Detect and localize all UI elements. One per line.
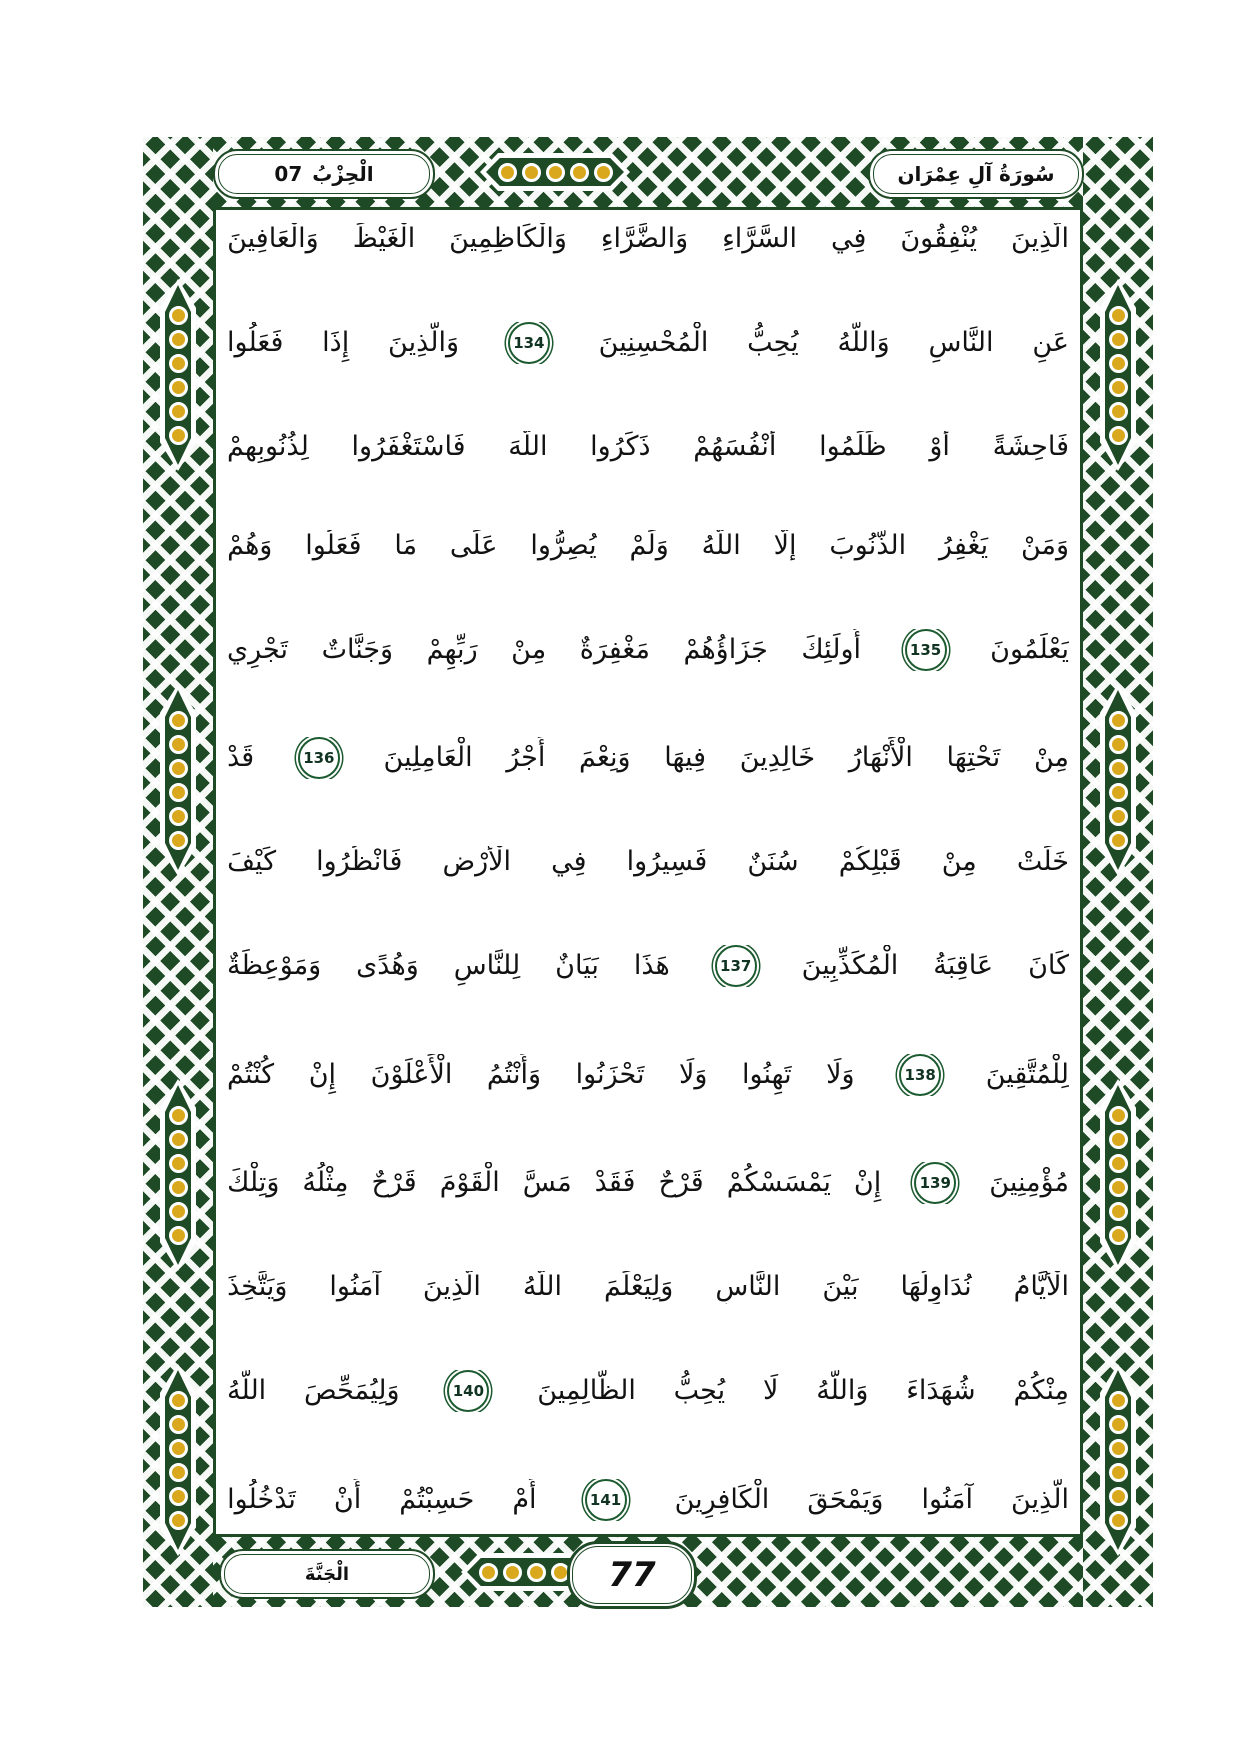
ayah-number-marker: 140 bbox=[447, 1370, 489, 1412]
quran-word: يُحِبُّ bbox=[673, 1374, 726, 1406]
gold-dot-icon bbox=[169, 1511, 188, 1530]
surah-title-cartouche bbox=[868, 149, 1084, 199]
quran-word: اللَّهُ bbox=[227, 1374, 267, 1406]
quran-word: الْكَافِرِينَ bbox=[674, 1483, 770, 1515]
gold-dot-icon bbox=[1109, 1154, 1128, 1173]
gold-dot-icon bbox=[169, 1415, 188, 1434]
gold-dot-icon bbox=[1109, 1178, 1128, 1197]
quran-word: فَقَدْ bbox=[594, 1167, 636, 1199]
hizb-label: الْحِزْبُ bbox=[312, 162, 374, 186]
quran-word: وَهُدًى bbox=[356, 949, 419, 981]
gold-dot-icon bbox=[1109, 1106, 1128, 1125]
quran-line bbox=[227, 945, 1069, 987]
hizb-number: 07 bbox=[274, 162, 303, 186]
quran-word: تَدْخُلُوا bbox=[227, 1483, 296, 1515]
quran-word: وَيَمْحَقَ bbox=[807, 1483, 884, 1515]
quran-word: وَالضَّرَّاءِ bbox=[600, 223, 689, 254]
gold-dot-icon bbox=[169, 783, 188, 802]
quran-word: الْأَعْلَوْنَ bbox=[370, 1058, 453, 1090]
quran-word: وَلَا bbox=[679, 1058, 708, 1090]
quran-word: كَيْفَ bbox=[227, 846, 277, 878]
quran-word: وَيَتَّخِذَ bbox=[227, 1271, 288, 1303]
quran-line bbox=[227, 629, 1069, 671]
quran-word: خَالِدِينَ bbox=[739, 742, 816, 774]
quran-word: أَجْرُ bbox=[506, 742, 546, 774]
gold-dot-icon bbox=[1109, 354, 1128, 373]
quran-word: فَانْظُرُوا bbox=[316, 846, 403, 878]
gold-dot-icon bbox=[1109, 831, 1128, 850]
gold-dot-icon bbox=[169, 1391, 188, 1410]
gold-dot-icon bbox=[1109, 1130, 1128, 1149]
quran-word: مُؤْمِنِينَ bbox=[989, 1167, 1069, 1199]
gold-dot-icon bbox=[169, 807, 188, 826]
gold-dot-icon bbox=[479, 1563, 498, 1582]
quran-word: وَالْعَافِينَ bbox=[227, 223, 319, 254]
gold-dot-icon bbox=[169, 402, 188, 421]
gold-dot-icon bbox=[169, 378, 188, 397]
gold-dot-icon bbox=[169, 711, 188, 730]
ayah-number-marker: 135 bbox=[905, 629, 947, 671]
gold-dot-icon bbox=[169, 330, 188, 349]
ayah-number-marker: 134 bbox=[508, 322, 550, 364]
quran-word: يَغْفِرُ bbox=[938, 529, 989, 561]
gold-dot-icon bbox=[1109, 1487, 1128, 1506]
quran-word: وَالْكَاظِمِينَ bbox=[449, 223, 567, 254]
quran-word: النَّاسِ bbox=[928, 326, 994, 358]
gold-dot-icon bbox=[1109, 735, 1128, 754]
gold-dots-medallion-icon bbox=[1100, 1079, 1136, 1271]
quran-word: وَلَمْ bbox=[629, 529, 669, 561]
quran-word: إِلَّا bbox=[773, 529, 797, 561]
catchword: الْجَنَّةَ bbox=[304, 1563, 350, 1585]
quran-line bbox=[227, 846, 1069, 878]
quran-word: فَعَلُوا bbox=[305, 529, 362, 561]
gold-dot-icon bbox=[570, 163, 589, 182]
quran-word: أَنْفُسَهُمْ bbox=[693, 430, 777, 462]
quran-word: وَمَنْ bbox=[1020, 529, 1069, 561]
quran-word: مَسَّ bbox=[522, 1167, 572, 1199]
quran-word: وَجَنَّاتٌ bbox=[321, 633, 394, 665]
quran-word: يَعْلَمُونَ bbox=[990, 633, 1069, 665]
gold-dot-icon bbox=[169, 759, 188, 778]
quran-word: الظَّالِمِينَ bbox=[537, 1374, 636, 1406]
quran-word: النَّاسِ bbox=[715, 1271, 781, 1303]
gold-dot-icon bbox=[498, 163, 517, 182]
quran-word: الْأَنْهَارُ bbox=[848, 742, 913, 774]
quran-word: وَلَا bbox=[826, 1058, 855, 1090]
gold-dot-icon bbox=[1109, 807, 1128, 826]
quran-word: مِنْ bbox=[1033, 742, 1069, 774]
ayah-number-marker: 139 bbox=[914, 1162, 956, 1204]
catchword-cartouche bbox=[219, 1549, 435, 1599]
quran-word: وَلِيُمَحِّصَ bbox=[304, 1374, 400, 1406]
quran-word: فَاسْتَغْفَرُوا bbox=[351, 430, 466, 462]
quran-word: تَحْزَنُوا bbox=[575, 1058, 645, 1090]
gold-dot-icon bbox=[546, 163, 565, 182]
quran-word: قَرْحٌ bbox=[371, 1167, 417, 1199]
quran-word: وَاللَّهُ bbox=[816, 1374, 869, 1406]
gold-dot-icon bbox=[169, 306, 188, 325]
quran-word: قَدْ bbox=[227, 742, 255, 774]
quran-word: إِنْ bbox=[853, 1167, 882, 1199]
ayah-number-marker: 137 bbox=[715, 945, 757, 987]
quran-word: شُهَدَاءَ bbox=[906, 1374, 976, 1406]
ayah-number-marker: 138 bbox=[899, 1054, 941, 1096]
gold-dot-icon bbox=[169, 1463, 188, 1482]
mushaf-page-frame bbox=[143, 137, 1153, 1607]
quran-word: عَاقِبَةُ bbox=[933, 949, 994, 981]
quran-word: وَأَنْتُمُ bbox=[486, 1058, 542, 1090]
quran-word: فَسِيرُوا bbox=[626, 846, 708, 878]
gold-dots-medallion-icon bbox=[160, 1364, 196, 1556]
gold-dot-icon bbox=[594, 163, 613, 182]
gold-dot-icon bbox=[169, 831, 188, 850]
quran-word: تَجْرِي bbox=[227, 633, 289, 665]
gold-dot-icon bbox=[169, 735, 188, 754]
quran-word: هَذَا bbox=[633, 949, 670, 981]
quran-word: وَلِيَعْلَمَ bbox=[603, 1271, 674, 1303]
quran-line bbox=[227, 1479, 1069, 1521]
quran-word: آمَنُوا bbox=[921, 1483, 974, 1515]
quran-word: يُنْفِقُونَ bbox=[900, 223, 978, 254]
quran-word: الْقَوْمَ bbox=[439, 1167, 500, 1199]
quran-word: مَا bbox=[394, 529, 418, 561]
quran-word: اللَّهُ bbox=[522, 1271, 563, 1303]
quran-word: مِثْلُهُ bbox=[302, 1167, 349, 1199]
quran-line bbox=[227, 530, 1069, 562]
gold-dots-medallion-icon bbox=[160, 279, 196, 471]
quran-word: الْغَيْظَ bbox=[352, 223, 416, 254]
quran-word: كَانَ bbox=[1028, 949, 1069, 981]
gold-dot-icon bbox=[169, 1178, 188, 1197]
quran-line bbox=[227, 431, 1069, 463]
quran-word: الْعَامِلِينَ bbox=[383, 742, 473, 774]
quran-word: وَمَوْعِظَةٌ bbox=[227, 949, 322, 981]
quran-word: رَبِّهِمْ bbox=[426, 633, 478, 665]
quran-word: الَّذِينَ bbox=[1011, 1483, 1069, 1515]
ayah-number-marker: 136 bbox=[298, 737, 340, 779]
quran-word: مِنْ bbox=[511, 633, 547, 665]
gold-dot-icon bbox=[1109, 426, 1128, 445]
quran-word: وَنِعْمَ bbox=[579, 742, 631, 774]
quran-text-area bbox=[227, 223, 1069, 1521]
quran-line bbox=[227, 223, 1069, 255]
gold-dot-icon bbox=[169, 1154, 188, 1173]
quran-line bbox=[227, 1271, 1069, 1303]
quran-word: الَّذِينَ bbox=[422, 1271, 481, 1303]
gold-dot-icon bbox=[169, 1226, 188, 1245]
gold-dot-icon bbox=[169, 1439, 188, 1458]
quran-word: فَاحِشَةً bbox=[992, 430, 1069, 462]
quran-word: نُدَاوِلُهَا bbox=[900, 1271, 972, 1303]
quran-word: الْأَرْضِ bbox=[442, 846, 512, 878]
quran-word: الَّذِينَ bbox=[1011, 223, 1069, 254]
gold-dot-icon bbox=[503, 1563, 522, 1582]
gold-dot-icon bbox=[169, 1487, 188, 1506]
quran-word: يَمْسَسْكُمْ bbox=[726, 1167, 831, 1199]
quran-word: اللَّهُ bbox=[701, 529, 741, 561]
quran-word: أُولَئِكَ bbox=[801, 633, 862, 665]
quran-word: بَيَانٌ bbox=[555, 949, 599, 981]
page-number: 77 bbox=[608, 1555, 656, 1595]
gold-dot-icon bbox=[169, 1202, 188, 1221]
quran-word: فِي bbox=[830, 223, 867, 254]
gold-dot-icon bbox=[1109, 1226, 1128, 1245]
quran-word: مِنْكُمْ bbox=[1013, 1374, 1069, 1406]
gold-dot-icon bbox=[527, 1563, 546, 1582]
quran-line bbox=[227, 737, 1069, 779]
quran-word: وَتِلْكَ bbox=[227, 1167, 280, 1199]
quran-word: الْمُكَذِّبِينَ bbox=[801, 949, 899, 981]
quran-word: فِي bbox=[551, 846, 587, 878]
gold-dots-medallion-icon bbox=[160, 1079, 196, 1271]
quran-word: لِلْمُتَّقِينَ bbox=[985, 1058, 1069, 1090]
quran-word: مِنْ bbox=[941, 846, 977, 878]
quran-word: قَرْحٌ bbox=[658, 1167, 704, 1199]
quran-word: سُنَنٌ bbox=[747, 846, 799, 878]
quran-lines bbox=[227, 223, 1069, 1521]
gold-dots-medallion-icon bbox=[1100, 279, 1136, 471]
quran-line bbox=[227, 1162, 1069, 1204]
gold-dot-icon bbox=[169, 1130, 188, 1149]
quran-word: لِذُنُوبِهِمْ bbox=[227, 430, 309, 462]
quran-word: قَبْلِكُمْ bbox=[838, 846, 902, 878]
gold-dot-icon bbox=[522, 163, 541, 182]
quran-word: فَعَلُوا bbox=[227, 326, 284, 358]
quran-word: عَلَى bbox=[449, 529, 498, 561]
gold-dot-icon bbox=[1109, 402, 1128, 421]
quran-word: لِلنَّاسِ bbox=[453, 949, 521, 981]
gold-dot-icon bbox=[1109, 1391, 1128, 1410]
gold-dot-icon bbox=[1109, 1439, 1128, 1458]
quran-word: الْمُحْسِنِينَ bbox=[598, 326, 709, 358]
quran-word: جَزَاؤُهُمْ bbox=[683, 633, 768, 665]
quran-word: حَسِبْتُمْ bbox=[399, 1483, 475, 1515]
quran-word: وَاللَّهُ bbox=[837, 326, 890, 358]
quran-word: بَيْنَ bbox=[822, 1271, 859, 1303]
quran-line bbox=[227, 1054, 1069, 1096]
hizb-cartouche bbox=[213, 149, 435, 199]
quran-word: خَلَتْ bbox=[1016, 846, 1069, 878]
quran-word: يُصِرُّوا bbox=[530, 529, 597, 561]
quran-word: أَوْ bbox=[929, 430, 950, 462]
gold-dots-medallion-icon bbox=[480, 153, 630, 191]
surah-title: سُورَةُ آلِ عِمْرَان bbox=[897, 162, 1055, 186]
gold-dot-icon bbox=[1109, 1415, 1128, 1434]
quran-word: اللَّهَ bbox=[508, 430, 548, 462]
quran-word: أَمْ bbox=[512, 1483, 537, 1515]
quran-word: مَغْفِرَةٌ bbox=[579, 633, 650, 665]
quran-word: كُنْتُمْ bbox=[227, 1058, 275, 1090]
gold-dots-medallion-icon bbox=[160, 684, 196, 876]
gold-dots-medallion-icon bbox=[1100, 1364, 1136, 1556]
quran-word: الْأَيَّامُ bbox=[1013, 1271, 1069, 1303]
quran-word: آمَنُوا bbox=[329, 1271, 381, 1303]
gold-dot-icon bbox=[169, 354, 188, 373]
gold-dot-icon bbox=[169, 426, 188, 445]
quran-word: أَنْ bbox=[333, 1483, 362, 1515]
page-number-badge bbox=[567, 1541, 697, 1609]
ayah-number-marker: 141 bbox=[585, 1479, 627, 1521]
gold-dot-icon bbox=[1109, 306, 1128, 325]
quran-word: إِنْ bbox=[308, 1058, 337, 1090]
gold-dot-icon bbox=[169, 1106, 188, 1125]
gold-dot-icon bbox=[1109, 711, 1128, 730]
quran-line bbox=[227, 322, 1069, 364]
gold-dot-icon bbox=[1109, 330, 1128, 349]
quran-line bbox=[227, 1370, 1069, 1412]
quran-word: وَالَّذِينَ bbox=[388, 326, 460, 358]
quran-word: لَا bbox=[762, 1374, 779, 1406]
gold-dot-icon bbox=[1109, 783, 1128, 802]
quran-word: إِذَا bbox=[322, 326, 350, 358]
quran-word: ذَكَرُوا bbox=[590, 430, 651, 462]
quran-word: ظَلَمُوا bbox=[819, 430, 887, 462]
gold-dots-medallion-icon bbox=[1100, 684, 1136, 876]
quran-word: وَهُمْ bbox=[227, 529, 273, 561]
quran-word: السَّرَّاءِ bbox=[722, 223, 797, 254]
quran-word: تَهِنُوا bbox=[742, 1058, 792, 1090]
quran-word: الذُّنُوبَ bbox=[829, 529, 907, 561]
quran-word: تَحْتِهَا bbox=[946, 742, 1001, 774]
gold-dot-icon bbox=[1109, 759, 1128, 778]
gold-dot-icon bbox=[1109, 378, 1128, 397]
quran-word: يُحِبُّ bbox=[747, 326, 799, 358]
gold-dot-icon bbox=[1109, 1463, 1128, 1482]
gold-dot-icon bbox=[1109, 1202, 1128, 1221]
gold-dot-icon bbox=[1109, 1511, 1128, 1530]
quran-word: فِيهَا bbox=[664, 742, 707, 774]
quran-word: عَنِ bbox=[1032, 326, 1069, 358]
